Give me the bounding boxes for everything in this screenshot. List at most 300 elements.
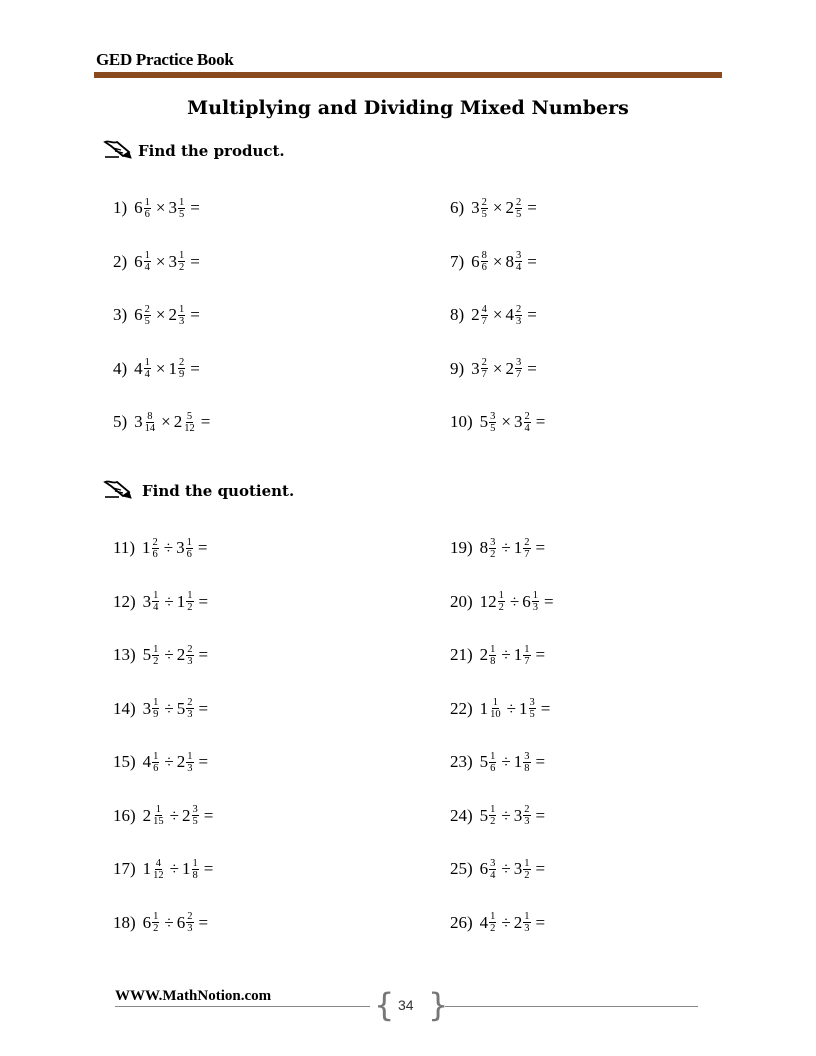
fraction <box>186 644 193 667</box>
denominator: 6 <box>490 762 496 774</box>
problem-number: 6) <box>450 198 465 217</box>
numerator: 1 <box>498 590 504 601</box>
denominator: 6 <box>481 262 487 273</box>
denominator: 2 <box>490 923 496 934</box>
fraction <box>489 858 496 881</box>
denominator: 3 <box>187 655 193 667</box>
problem-item <box>113 908 208 938</box>
denominator: 8 <box>524 762 530 774</box>
whole-number: 1 <box>168 358 178 378</box>
operator: × <box>161 412 171 431</box>
denominator: 3 <box>524 816 530 827</box>
problem-item <box>450 407 545 437</box>
whole-number: 1 <box>479 698 489 718</box>
whole-number: 1 <box>142 859 152 878</box>
whole-number: 3 <box>513 859 523 878</box>
whole-number: 2 <box>176 752 186 771</box>
operator: ÷ <box>501 805 511 825</box>
problem-number: 19) <box>450 538 473 557</box>
numerator: 2 <box>516 303 522 315</box>
equals-sign: = <box>198 645 209 664</box>
fraction <box>523 858 530 881</box>
operator: ÷ <box>164 591 174 611</box>
numerator: 2 <box>152 536 158 548</box>
operator: ÷ <box>501 912 511 932</box>
problem-item <box>450 747 545 777</box>
operator: ÷ <box>506 698 517 718</box>
problem-number: 8) <box>450 305 465 324</box>
whole-number: 1 <box>513 538 523 557</box>
numerator: 2 <box>481 357 487 368</box>
operator: ÷ <box>164 645 174 664</box>
operator: ÷ <box>164 912 174 932</box>
denominator: 3 <box>524 923 530 934</box>
denominator: 7 <box>481 369 487 380</box>
denominator: 6 <box>153 762 159 774</box>
whole-number: 12 <box>479 591 497 611</box>
problem-item <box>450 854 545 884</box>
fraction <box>515 357 522 380</box>
problem-item <box>450 908 545 938</box>
numerator: 1 <box>187 750 193 762</box>
fraction <box>523 644 530 667</box>
problem-number: 5) <box>113 412 128 431</box>
product-heading: Find the product. <box>138 142 285 160</box>
problem-item <box>113 640 208 670</box>
equals-sign: = <box>544 591 554 611</box>
denominator: 4 <box>516 262 522 273</box>
problem-number: 12) <box>113 591 136 611</box>
fraction <box>144 411 157 434</box>
numerator: 1 <box>490 750 496 762</box>
numerator: 1 <box>192 857 198 869</box>
numerator: 2 <box>516 196 522 208</box>
problem-number: 16) <box>113 805 136 825</box>
fraction <box>192 804 199 827</box>
operator: ÷ <box>509 591 520 611</box>
problem-item <box>450 801 545 831</box>
numerator: 2 <box>144 303 150 315</box>
fraction <box>152 858 165 881</box>
problem-item <box>450 694 550 724</box>
fraction <box>192 858 199 881</box>
fraction <box>144 197 151 220</box>
problem-number: 9) <box>450 358 465 378</box>
denominator: 9 <box>153 709 159 720</box>
operator: × <box>155 305 166 324</box>
equals-sign: = <box>527 198 537 217</box>
equals-sign: = <box>535 538 546 557</box>
denominator: 5 <box>192 816 198 827</box>
problem-item <box>450 533 545 563</box>
equals-sign: = <box>527 305 537 324</box>
whole-number: 6 <box>176 912 186 932</box>
fraction <box>183 411 196 434</box>
operator: ÷ <box>163 538 174 557</box>
denominator: 2 <box>498 602 504 613</box>
numerator: 1 <box>524 643 530 655</box>
numerator: 3 <box>490 857 496 869</box>
whole-number: 2 <box>176 645 186 664</box>
problem-number: 7) <box>450 251 465 271</box>
problem-number: 14) <box>113 698 136 718</box>
fraction <box>489 537 496 560</box>
problem-item <box>113 587 208 617</box>
problem-item <box>113 694 208 724</box>
fraction <box>489 411 496 434</box>
fraction <box>144 357 151 380</box>
numerator: 1 <box>186 536 192 548</box>
problem-number: 20) <box>450 591 473 611</box>
denominator: 8 <box>192 869 198 881</box>
equals-sign: = <box>197 538 208 557</box>
page-number: 34 <box>398 997 414 1013</box>
denominator: 7 <box>524 548 530 560</box>
whole-number: 1 <box>519 698 528 718</box>
pencil-icon <box>103 138 135 160</box>
operator: ÷ <box>164 752 174 771</box>
problem-item <box>450 247 537 277</box>
fraction <box>481 357 488 380</box>
fraction <box>515 250 522 273</box>
denominator: 5 <box>481 208 487 220</box>
whole-number: 4 <box>479 912 489 932</box>
denominator: 4 <box>524 422 530 434</box>
denominator: 6 <box>144 208 150 220</box>
denominator: 2 <box>179 262 185 273</box>
whole-number: 2 <box>182 805 191 825</box>
denominator: 2 <box>187 602 193 613</box>
fraction <box>152 911 159 934</box>
fraction <box>523 911 530 934</box>
equals-sign: = <box>190 358 200 378</box>
fraction <box>178 304 185 327</box>
fraction <box>144 250 151 273</box>
numerator: 1 <box>179 250 185 261</box>
fraction <box>186 590 193 613</box>
denominator: 6 <box>152 548 158 560</box>
fraction <box>178 197 185 220</box>
page-number-bracket-right: } <box>428 986 449 1024</box>
whole-number: 5 <box>176 698 186 718</box>
equals-sign: = <box>203 805 214 825</box>
denominator: 4 <box>144 262 150 273</box>
page-title: Multiplying and Dividing Mixed Numbers <box>187 97 629 119</box>
problem-number: 3) <box>113 305 128 324</box>
numerator: 1 <box>153 643 159 655</box>
denominator: 5 <box>529 709 535 720</box>
numerator: 1 <box>144 250 150 261</box>
numerator: 1 <box>179 196 185 208</box>
fraction <box>523 537 530 560</box>
numerator: 1 <box>179 303 185 315</box>
numerator: 2 <box>481 196 487 208</box>
denominator: 2 <box>524 869 530 881</box>
fraction <box>152 804 165 827</box>
whole-number: 3 <box>471 358 480 378</box>
numerator: 1 <box>144 196 150 208</box>
whole-number: 3 <box>142 591 152 611</box>
equals-sign: = <box>190 305 200 324</box>
footer-website: WWW.MathNotion.com <box>115 988 272 1004</box>
denominator: 5 <box>490 422 496 434</box>
denominator: 3 <box>187 709 193 720</box>
whole-number: 3 <box>168 198 178 217</box>
problem-number: 11) <box>113 538 136 557</box>
pencil-icon <box>103 478 135 500</box>
denominator: 9 <box>179 369 185 380</box>
equals-sign: = <box>190 198 200 217</box>
whole-number: 1 <box>142 538 151 557</box>
whole-number: 3 <box>176 538 185 557</box>
numerator: 1 <box>532 590 539 601</box>
equals-sign: = <box>535 752 546 771</box>
fraction <box>489 644 496 667</box>
numerator: 2 <box>187 643 193 655</box>
numerator: 1 <box>155 804 162 815</box>
fraction <box>489 751 496 774</box>
fraction <box>481 197 488 220</box>
fraction <box>152 751 159 774</box>
problem-item <box>113 854 213 884</box>
operator: ÷ <box>501 859 511 878</box>
numerator: 3 <box>524 750 530 762</box>
numerator: 1 <box>490 804 496 815</box>
denominator: 3 <box>516 315 522 327</box>
equals-sign: = <box>527 358 537 378</box>
whole-number: 4 <box>134 358 143 378</box>
equals-sign: = <box>198 912 209 932</box>
numerator: 8 <box>481 250 487 261</box>
equals-sign: = <box>540 698 551 718</box>
operator: ÷ <box>169 805 180 825</box>
numerator: 4 <box>481 303 487 315</box>
numerator: 2 <box>524 536 530 548</box>
problem-number: 2) <box>113 251 128 271</box>
numerator: 1 <box>153 590 159 601</box>
equals-sign: = <box>535 859 546 878</box>
numerator: 2 <box>187 911 193 922</box>
fraction <box>489 804 496 827</box>
numerator: 1 <box>153 911 159 922</box>
operator: × <box>492 251 503 271</box>
denominator: 3 <box>179 315 185 327</box>
fraction <box>152 644 159 667</box>
denominator: 7 <box>516 369 522 380</box>
denominator: 8 <box>490 655 496 667</box>
denominator: 6 <box>186 548 192 560</box>
denominator: 4 <box>153 602 159 613</box>
fraction <box>186 697 193 720</box>
equals-sign: = <box>190 251 200 271</box>
whole-number: 2 <box>479 645 489 664</box>
whole-number: 3 <box>513 805 523 825</box>
equals-sign: = <box>527 251 537 271</box>
whole-number: 4 <box>142 752 152 771</box>
problem-number: 17) <box>113 859 136 878</box>
numerator: 3 <box>192 804 198 815</box>
whole-number: 6 <box>134 198 143 217</box>
operator: ÷ <box>501 645 511 664</box>
operator: × <box>492 358 503 378</box>
page-number-bracket-left: { <box>374 986 395 1024</box>
fraction <box>186 911 193 934</box>
fraction <box>489 697 502 720</box>
footer-divider <box>115 1006 370 1007</box>
whole-number: 1 <box>176 591 186 611</box>
denominator: 5 <box>144 315 150 327</box>
whole-number: 3 <box>471 198 480 217</box>
problem-number: 26) <box>450 912 473 932</box>
denominator: 14 <box>144 422 156 434</box>
whole-number: 8 <box>505 251 515 271</box>
equals-sign: = <box>535 912 546 932</box>
fraction <box>178 250 185 273</box>
denominator: 5 <box>179 208 185 220</box>
operator: ÷ <box>501 752 511 771</box>
numerator: 8 <box>147 410 153 422</box>
equals-sign: = <box>535 412 546 431</box>
numerator: 3 <box>516 250 522 261</box>
problem-item <box>113 747 208 777</box>
whole-number: 2 <box>142 805 152 825</box>
fraction <box>144 304 151 327</box>
denominator: 3 <box>532 602 539 613</box>
denominator: 12 <box>184 422 195 434</box>
denominator: 3 <box>187 762 193 774</box>
numerator: 2 <box>179 357 185 368</box>
equals-sign: = <box>535 805 546 825</box>
problem-number: 18) <box>113 912 136 932</box>
numerator: 4 <box>155 857 162 869</box>
fraction <box>532 590 539 613</box>
operator: × <box>492 305 503 324</box>
equals-sign: = <box>203 859 214 878</box>
denominator: 2 <box>153 923 159 934</box>
numerator: 2 <box>187 697 193 708</box>
numerator: 1 <box>490 643 496 655</box>
operator: ÷ <box>169 859 180 878</box>
operator: × <box>501 412 512 431</box>
numerator: 1 <box>187 590 193 601</box>
denominator: 12 <box>153 869 164 881</box>
denominator: 5 <box>516 208 522 220</box>
whole-number: 2 <box>168 305 178 324</box>
numerator: 1 <box>492 697 499 708</box>
numerator: 5 <box>186 410 193 422</box>
denominator: 4 <box>490 869 496 881</box>
whole-number: 2 <box>471 305 480 324</box>
numerator: 1 <box>524 911 530 922</box>
problem-number: 22) <box>450 698 473 718</box>
problem-number: 13) <box>113 645 136 664</box>
book-title: GED Practice Book <box>96 50 234 69</box>
equals-sign: = <box>535 645 546 664</box>
problem-item <box>113 407 210 437</box>
equals-sign: = <box>200 412 211 431</box>
whole-number: 1 <box>513 645 523 664</box>
fraction <box>186 537 193 560</box>
whole-number: 3 <box>514 412 523 431</box>
denominator: 3 <box>187 923 193 934</box>
denominator: 7 <box>524 655 530 667</box>
whole-number: 5 <box>479 752 489 771</box>
operator: ÷ <box>164 698 174 718</box>
fraction <box>529 697 536 720</box>
problem-number: 23) <box>450 752 473 771</box>
numerator: 1 <box>490 911 496 922</box>
whole-number: 2 <box>513 912 523 932</box>
whole-number: 2 <box>173 412 183 431</box>
fraction <box>523 751 530 774</box>
problem-item <box>450 587 554 617</box>
whole-number: 6 <box>134 251 143 271</box>
operator: ÷ <box>501 538 511 557</box>
operator: × <box>492 198 503 217</box>
whole-number: 3 <box>134 412 143 431</box>
whole-number: 3 <box>142 698 152 718</box>
problem-number: 24) <box>450 805 473 825</box>
fraction <box>152 537 159 560</box>
whole-number: 5 <box>479 805 489 825</box>
equals-sign: = <box>198 591 209 611</box>
quotient-heading: Find the quotient. <box>142 482 295 500</box>
fraction <box>498 590 505 613</box>
whole-number: 5 <box>142 645 152 664</box>
footer-divider <box>445 1006 698 1007</box>
fraction <box>152 697 159 720</box>
fraction <box>186 751 193 774</box>
whole-number: 2 <box>505 358 515 378</box>
fraction <box>515 197 522 220</box>
equals-sign: = <box>198 698 209 718</box>
whole-number: 1 <box>182 859 191 878</box>
operator: × <box>155 358 166 378</box>
problem-item <box>113 533 207 563</box>
fraction <box>523 804 530 827</box>
fraction <box>178 357 185 380</box>
fraction <box>152 590 159 613</box>
numerator: 1 <box>524 857 530 869</box>
fraction <box>489 911 496 934</box>
problem-item <box>113 300 200 330</box>
problem-number: 25) <box>450 859 473 878</box>
fraction <box>481 304 488 327</box>
numerator: 3 <box>529 697 535 708</box>
denominator: 10 <box>490 709 501 720</box>
denominator: 7 <box>481 315 487 327</box>
denominator: 2 <box>490 816 496 827</box>
problem-item <box>450 354 537 384</box>
numerator: 1 <box>153 697 159 708</box>
numerator: 2 <box>524 804 530 815</box>
whole-number: 6 <box>134 305 143 324</box>
whole-number: 5 <box>479 412 489 431</box>
numerator: 2 <box>524 410 530 422</box>
problem-number: 4) <box>113 358 128 378</box>
problem-item <box>450 300 537 330</box>
denominator: 15 <box>153 816 164 827</box>
problem-number: 1) <box>113 198 128 217</box>
whole-number: 3 <box>168 251 178 271</box>
header-divider <box>94 72 722 78</box>
numerator: 3 <box>490 536 496 548</box>
numerator: 1 <box>153 750 159 762</box>
problem-item <box>113 801 213 831</box>
problem-number: 10) <box>450 412 473 431</box>
equals-sign: = <box>198 752 209 771</box>
numerator: 3 <box>490 410 496 422</box>
